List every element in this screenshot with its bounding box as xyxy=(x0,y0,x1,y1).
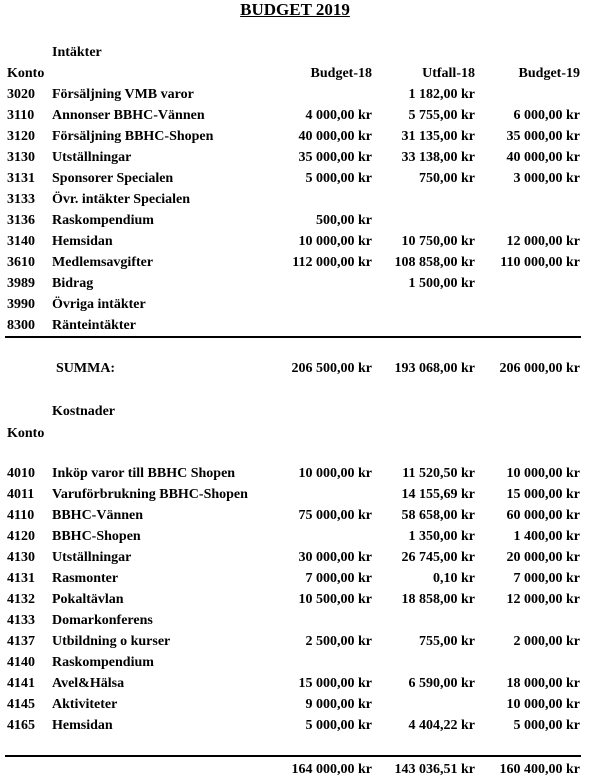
utfall18-cell: 755,00 kr xyxy=(419,634,475,649)
budget19-cell: 18 000,00 kr xyxy=(506,676,580,691)
table-row xyxy=(0,252,590,273)
budget18-cell: 5 000,00 kr xyxy=(305,171,372,186)
konto-cell: 4145 xyxy=(7,697,35,712)
account-name-cell: Försäljning BBHC-Shopen xyxy=(52,129,214,144)
budget18-header: Budget-18 xyxy=(310,66,372,81)
utfall18-cell: 31 135,00 kr xyxy=(401,129,475,144)
konto-cell: 4130 xyxy=(7,550,35,565)
table-row xyxy=(0,673,590,694)
table-row xyxy=(0,631,590,652)
account-name-cell: Domarkonferens xyxy=(52,613,153,628)
income-header-row xyxy=(0,63,590,84)
budget19-cell: 20 000,00 kr xyxy=(506,550,580,565)
budget19-cell: 6 000,00 kr xyxy=(513,108,580,123)
costs-section-label: Kostnader xyxy=(52,404,115,419)
utfall18-cell: 750,00 kr xyxy=(419,171,475,186)
konto-cell: 4140 xyxy=(7,655,35,670)
table-row xyxy=(0,210,590,231)
utfall18-cell: 6 590,00 kr xyxy=(408,676,475,691)
table-row xyxy=(0,526,590,547)
account-name-cell: Bidrag xyxy=(52,276,94,291)
costs-sum-budget18: 164 000,00 kr xyxy=(291,762,372,777)
budget18-cell: 5 000,00 kr xyxy=(305,718,372,733)
account-name-cell: Raskompendium xyxy=(52,655,154,670)
budget18-cell: 4 000,00 kr xyxy=(305,108,372,123)
budget18-cell: 75 000,00 kr xyxy=(298,508,372,523)
konto-cell: 3120 xyxy=(7,129,35,144)
table-row xyxy=(0,126,590,147)
utfall18-cell: 5 755,00 kr xyxy=(408,108,475,123)
budget18-cell: 15 000,00 kr xyxy=(298,676,372,691)
utfall18-header: Utfall-18 xyxy=(422,66,475,81)
budget18-cell: 7 000,00 kr xyxy=(305,571,372,586)
income-sum-budget19: 206 000,00 kr xyxy=(499,361,580,376)
utfall18-cell: 26 745,00 kr xyxy=(401,550,475,565)
budget19-cell: 110 000,00 kr xyxy=(500,255,580,270)
table-row xyxy=(0,273,590,294)
income-sum-row xyxy=(0,358,590,379)
budget18-cell: 500,00 kr xyxy=(316,213,372,228)
konto-cell: 3020 xyxy=(7,87,35,102)
konto-cell: 4137 xyxy=(7,634,35,649)
account-name-cell: Utställningar xyxy=(52,550,132,565)
table-row xyxy=(0,694,590,715)
utfall18-cell: 1 500,00 kr xyxy=(408,276,475,291)
budget18-cell: 30 000,00 kr xyxy=(298,550,372,565)
account-name-cell: Övr. intäkter Specialen xyxy=(52,192,191,207)
utfall18-cell: 0,10 kr xyxy=(433,571,475,586)
table-row xyxy=(0,147,590,168)
account-name-cell: Hemsidan xyxy=(52,234,113,249)
table-row xyxy=(0,484,590,505)
budget19-cell: 5 000,00 kr xyxy=(513,718,580,733)
utfall18-cell: 10 750,00 kr xyxy=(401,234,475,249)
table-row xyxy=(0,105,590,126)
table-row xyxy=(0,168,590,189)
budget19-cell: 35 000,00 kr xyxy=(506,129,580,144)
table-row xyxy=(0,610,590,631)
sum-label: SUMMA: xyxy=(56,361,116,376)
utfall18-cell: 14 155,69 kr xyxy=(401,487,475,502)
table-row xyxy=(0,294,590,315)
budget19-cell: 2 000,00 kr xyxy=(513,634,580,649)
konto-cell: 3136 xyxy=(7,213,35,228)
table-row xyxy=(0,568,590,589)
table-row xyxy=(0,652,590,673)
account-name-cell: Rasmonter xyxy=(52,571,119,586)
budget19-cell: 15 000,00 kr xyxy=(506,487,580,502)
account-name-cell: Utställningar xyxy=(52,150,132,165)
konto-cell: 4133 xyxy=(7,613,35,628)
page-title: BUDGET 2019 xyxy=(240,0,350,19)
account-name-cell: Övriga intäkter xyxy=(52,297,146,312)
account-name-cell: BBHC-Vännen xyxy=(52,508,144,523)
budget18-cell: 10 000,00 kr xyxy=(298,466,372,481)
table-row xyxy=(0,547,590,568)
table-row xyxy=(0,715,590,736)
utfall18-cell: 4 404,22 kr xyxy=(408,718,475,733)
budget18-cell: 10 000,00 kr xyxy=(298,234,372,249)
account-name-cell: Avel&Hälsa xyxy=(52,676,125,691)
budget18-cell: 9 000,00 kr xyxy=(305,697,372,712)
costs-konto-header: Konto xyxy=(7,426,45,441)
account-name-cell: Aktiviteter xyxy=(52,697,118,712)
konto-cell: 4110 xyxy=(7,508,35,523)
konto-cell: 3110 xyxy=(7,108,35,123)
konto-cell: 3131 xyxy=(7,171,35,186)
budget18-cell: 10 500,00 kr xyxy=(298,592,372,607)
konto-cell: 3610 xyxy=(7,255,35,270)
costs-divider xyxy=(5,755,581,757)
budget18-cell: 112 000,00 kr xyxy=(292,255,372,270)
budget19-cell: 60 000,00 kr xyxy=(506,508,580,523)
income-sum-utfall18: 193 068,00 kr xyxy=(394,361,475,376)
account-name-cell: Försäljning VMB varor xyxy=(52,87,194,102)
income-sum-budget18: 206 500,00 kr xyxy=(291,361,372,376)
konto-cell: 4131 xyxy=(7,571,35,586)
konto-cell: 3133 xyxy=(7,192,35,207)
konto-cell: 3130 xyxy=(7,150,35,165)
account-name-cell: BBHC-Shopen xyxy=(52,529,141,544)
konto-cell: 3140 xyxy=(7,234,35,249)
konto-cell: 3990 xyxy=(7,297,35,312)
konto-cell: 4120 xyxy=(7,529,35,544)
income-section-label: Intäkter xyxy=(52,45,102,60)
utfall18-cell: 33 138,00 kr xyxy=(401,150,475,165)
table-row xyxy=(0,463,590,484)
costs-sum-row xyxy=(0,759,590,780)
budget18-cell: 40 000,00 kr xyxy=(298,129,372,144)
table-row xyxy=(0,84,590,105)
konto-header: Konto xyxy=(7,66,45,81)
budget19-cell: 40 000,00 kr xyxy=(506,150,580,165)
konto-cell: 8300 xyxy=(7,318,35,333)
utfall18-cell: 18 858,00 kr xyxy=(401,592,475,607)
budget19-cell: 7 000,00 kr xyxy=(513,571,580,586)
utfall18-cell: 1 182,00 kr xyxy=(408,87,475,102)
table-row xyxy=(0,505,590,526)
income-divider xyxy=(5,336,581,338)
konto-cell: 3989 xyxy=(7,276,35,291)
account-name-cell: Varuförbrukning BBHC-Shopen xyxy=(52,487,248,502)
account-name-cell: Hemsidan xyxy=(52,718,113,733)
budget18-cell: 35 000,00 kr xyxy=(298,150,372,165)
konto-cell: 4132 xyxy=(7,592,35,607)
utfall18-cell: 11 520,50 kr xyxy=(402,466,475,481)
table-row xyxy=(0,189,590,210)
account-name-cell: Medlemsavgifter xyxy=(52,255,154,270)
costs-sum-utfall18: 143 036,51 kr xyxy=(394,762,475,777)
konto-cell: 4011 xyxy=(7,487,35,502)
budget18-cell: 2 500,00 kr xyxy=(305,634,372,649)
konto-cell: 4141 xyxy=(7,676,35,691)
account-name-cell: Sponsorer Specialen xyxy=(52,171,174,186)
budget19-cell: 12 000,00 kr xyxy=(506,592,580,607)
konto-cell: 4010 xyxy=(7,466,35,481)
table-row xyxy=(0,231,590,252)
account-name-cell: Utbildning o kurser xyxy=(52,634,171,649)
table-row xyxy=(0,589,590,610)
utfall18-cell: 108 858,00 kr xyxy=(394,255,475,270)
account-name-cell: Inköp varor till BBHC Shopen xyxy=(52,466,236,481)
account-name-cell: Ränteintäkter xyxy=(52,318,136,333)
account-name-cell: Pokaltävlan xyxy=(52,592,124,607)
budget19-cell: 10 000,00 kr xyxy=(506,697,580,712)
table-row xyxy=(0,315,590,336)
budget19-header: Budget-19 xyxy=(518,66,580,81)
utfall18-cell: 58 658,00 kr xyxy=(401,508,475,523)
costs-sum-budget19: 160 400,00 kr xyxy=(499,762,580,777)
konto-cell: 4165 xyxy=(7,718,35,733)
account-name-cell: Annonser BBHC-Vännen xyxy=(52,108,205,123)
utfall18-cell: 1 350,00 kr xyxy=(408,529,475,544)
budget19-cell: 3 000,00 kr xyxy=(513,171,580,186)
budget19-cell: 1 400,00 kr xyxy=(513,529,580,544)
budget19-cell: 10 000,00 kr xyxy=(506,466,580,481)
account-name-cell: Raskompendium xyxy=(52,213,154,228)
budget19-cell: 12 000,00 kr xyxy=(506,234,580,249)
